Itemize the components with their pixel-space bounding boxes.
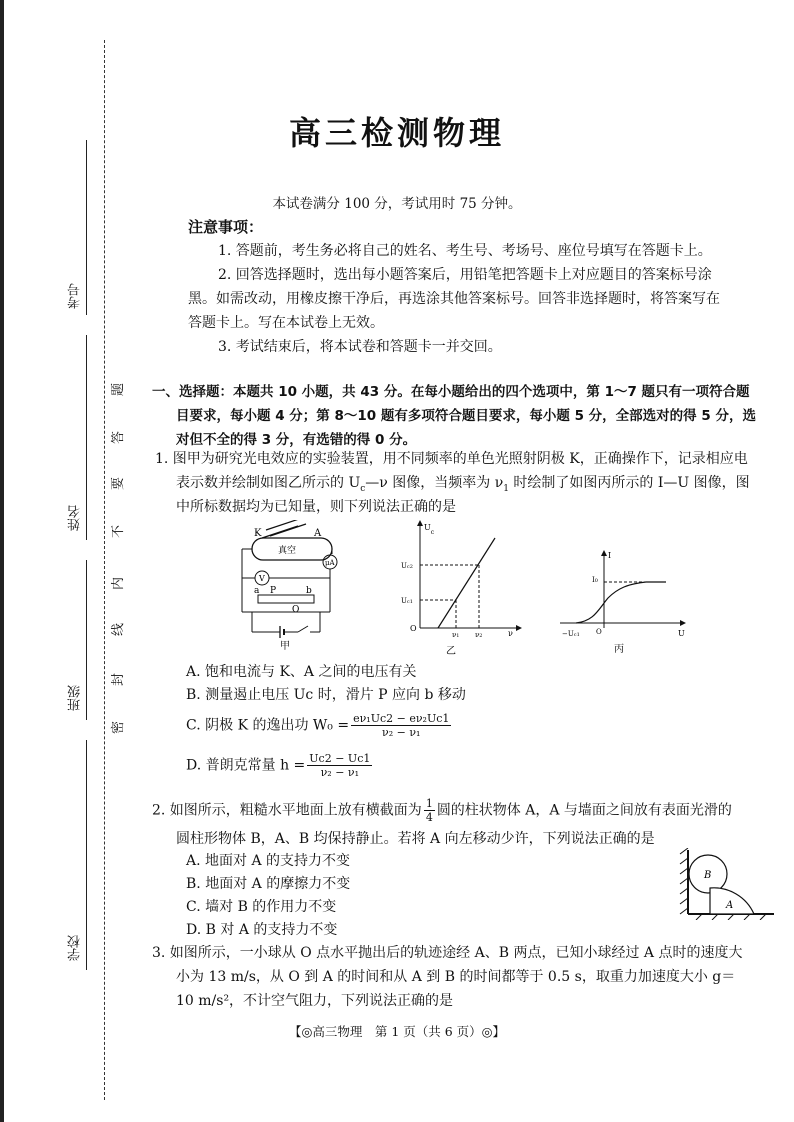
exam-info: 本试卷满分 100 分，考试用时 75 分钟。 (272, 196, 522, 212)
svg-text:A: A (314, 528, 322, 539)
q2-option-a: A. 地面对 A 的支持力不变 (186, 853, 351, 869)
class-field[interactable] (86, 560, 87, 720)
svg-text:Uc2: Uc2 (401, 562, 413, 570)
svg-text:V: V (259, 574, 265, 583)
section-heading: 对但不全的得 3 分，有选错的得 0 分。 (176, 432, 417, 448)
svg-text:U: U (678, 629, 685, 638)
name-field[interactable] (86, 335, 87, 540)
notice-line: 3. 考试结束后，将本试卷和答题卡一并交回。 (218, 339, 502, 355)
seal-char: 不 (111, 524, 127, 539)
svg-text:Uc1: Uc1 (401, 597, 413, 605)
svg-text:K: K (254, 528, 262, 539)
svg-text:ν2: ν2 (475, 631, 483, 639)
svg-text:O: O (410, 624, 417, 633)
school-label: 学校 (68, 935, 83, 961)
q1-stem: 中所标数据均为已知量，则下列说法正确的是 (176, 499, 456, 515)
q2-stem: 2. 如图所示，粗糙水平地面上放有横截面为 $\frac{1}{4}$ 圆的柱状物体 A，A 与墙面之间放有表面光滑的 (152, 797, 732, 824)
svg-text:b: b (306, 586, 312, 596)
school-field[interactable] (86, 740, 87, 970)
q1-stem: 1. 图甲为研究光电效应的实验装置，用不同频率的单色光照射阴极 K，正确操作下，记录相应电 (155, 451, 748, 467)
q2-option-d: D. B 对 A 的支持力不变 (186, 922, 338, 938)
name-label: 姓名 (68, 505, 83, 531)
svg-text:a: a (254, 586, 260, 596)
page-title: 高三检测物理 (288, 114, 505, 152)
class-label: 班级 (68, 685, 83, 711)
q2-option-b: B. 地面对 A 的摩擦力不变 (186, 876, 351, 892)
svg-text:乙: 乙 (446, 646, 456, 657)
wall-cylinder-diagram (678, 848, 778, 920)
section-heading: 一、选择题：本题共 10 小题，共 43 分。在每小题给出的四个选项中，第 1～7 题只有一项符合题 (152, 384, 750, 400)
notice-line: 1. 答题前，考生务必将自己的姓名、考生号、考场号、座位号填写在答题卡上。 (218, 243, 712, 259)
seal-char: 内 (111, 576, 127, 591)
svg-text:P: P (270, 586, 277, 596)
seal-char: 题 (111, 382, 127, 397)
q3-stem: 10 m/s²，不计空气阻力，下列说法正确的是 (176, 993, 454, 1009)
q1-option-a: A. 饱和电流与 K、A 之间的电压有关 (186, 664, 417, 680)
svg-text:丙: 丙 (614, 644, 624, 655)
notice-line: 答题卡上。写在本试卷上无效。 (188, 315, 384, 331)
svg-text:B: B (704, 870, 712, 881)
q3-stem: 3. 如图所示，一小球从 O 点水平抛出后的轨迹途经 A、B 两点，已知小球经过 A 点时的速度大 (152, 945, 743, 961)
q3-stem: 小为 13 m/s，从 O 到 A 的时间和从 A 到 B 的时间都等于 0.5 s，取重力加速度大小 g＝ (176, 969, 736, 985)
svg-text:O: O (292, 605, 300, 615)
exam-number-label: 考号 (68, 283, 83, 309)
svg-text:真空: 真空 (278, 546, 297, 556)
seal-char: 密 (111, 720, 127, 735)
notice-heading: 注意事项： (188, 218, 264, 236)
svg-text:甲: 甲 (280, 641, 290, 650)
svg-text:A: A (726, 900, 734, 911)
uc-nu-graph (398, 518, 528, 658)
notice-line: 黑。如需改动，用橡皮擦干净后，再选涂其他答案标号。回答非选择题时，将答案写在 (188, 291, 720, 307)
svg-text:O: O (596, 628, 602, 636)
svg-text:ν: ν (508, 629, 513, 638)
notice-line: 2. 回答选择题时，选出每小题答案后，用铅笔把答题卡上对应题目的答案标号涂 (218, 267, 712, 283)
svg-text:Uc: $U_c$ (424, 523, 435, 536)
seal-char: 要 (111, 476, 127, 491)
seal-char: 封 (111, 672, 127, 687)
seal-char: 线 (111, 622, 127, 637)
page-footer: 【◎高三物理 第 1 页（共 6 页）◎】 (288, 1024, 506, 1039)
section-heading: 目要求，每小题 4 分；第 8～10 题有多项符合题目要求，每小题 5 分，全部选对的得 5 分，选 (176, 408, 756, 424)
seal-char: 答 (111, 430, 127, 445)
circuit-diagram (232, 520, 342, 650)
exam-number-field[interactable] (86, 140, 87, 315)
svg-text:μA: μA (325, 559, 335, 567)
svg-text:−Uc1: −Uc1 (562, 630, 580, 638)
q1-option-b: B. 测量遏止电压 Uc 时，滑片 P 应向 b 移动 (186, 687, 466, 703)
q1-stem: 表示数并绘制如图乙所示的 $U_c—\nu$ 图像，当频率为 $\nu_1$ 时绘制了如图丙所示的 I—U 图像，图 (176, 475, 750, 494)
scan-edge (0, 0, 4, 1122)
i-u-graph (556, 548, 692, 656)
q1-option-c: C. 阴极 K 的逸出功 W₀ = $\frac{\text{eν₁Uc2 − eν₂Uc1}}{\text{ν₂ − ν₁}}$ (186, 712, 450, 739)
svg-text:I: I (608, 551, 612, 560)
q2-option-c: C. 墙对 B 的作用力不变 (186, 899, 337, 915)
q2-stem: 圆柱形物体 B，A、B 均保持静止。若将 A 向左移动少许，下列说法正确的是 (176, 831, 655, 847)
svg-text:ν1: ν1 (452, 631, 460, 639)
svg-text:I0: I0 (592, 576, 598, 584)
q1-option-d: D. 普朗克常量 h = $\frac{Uc2 - Uc1}{\text{ν₂ − ν₁}}$ (186, 752, 371, 779)
